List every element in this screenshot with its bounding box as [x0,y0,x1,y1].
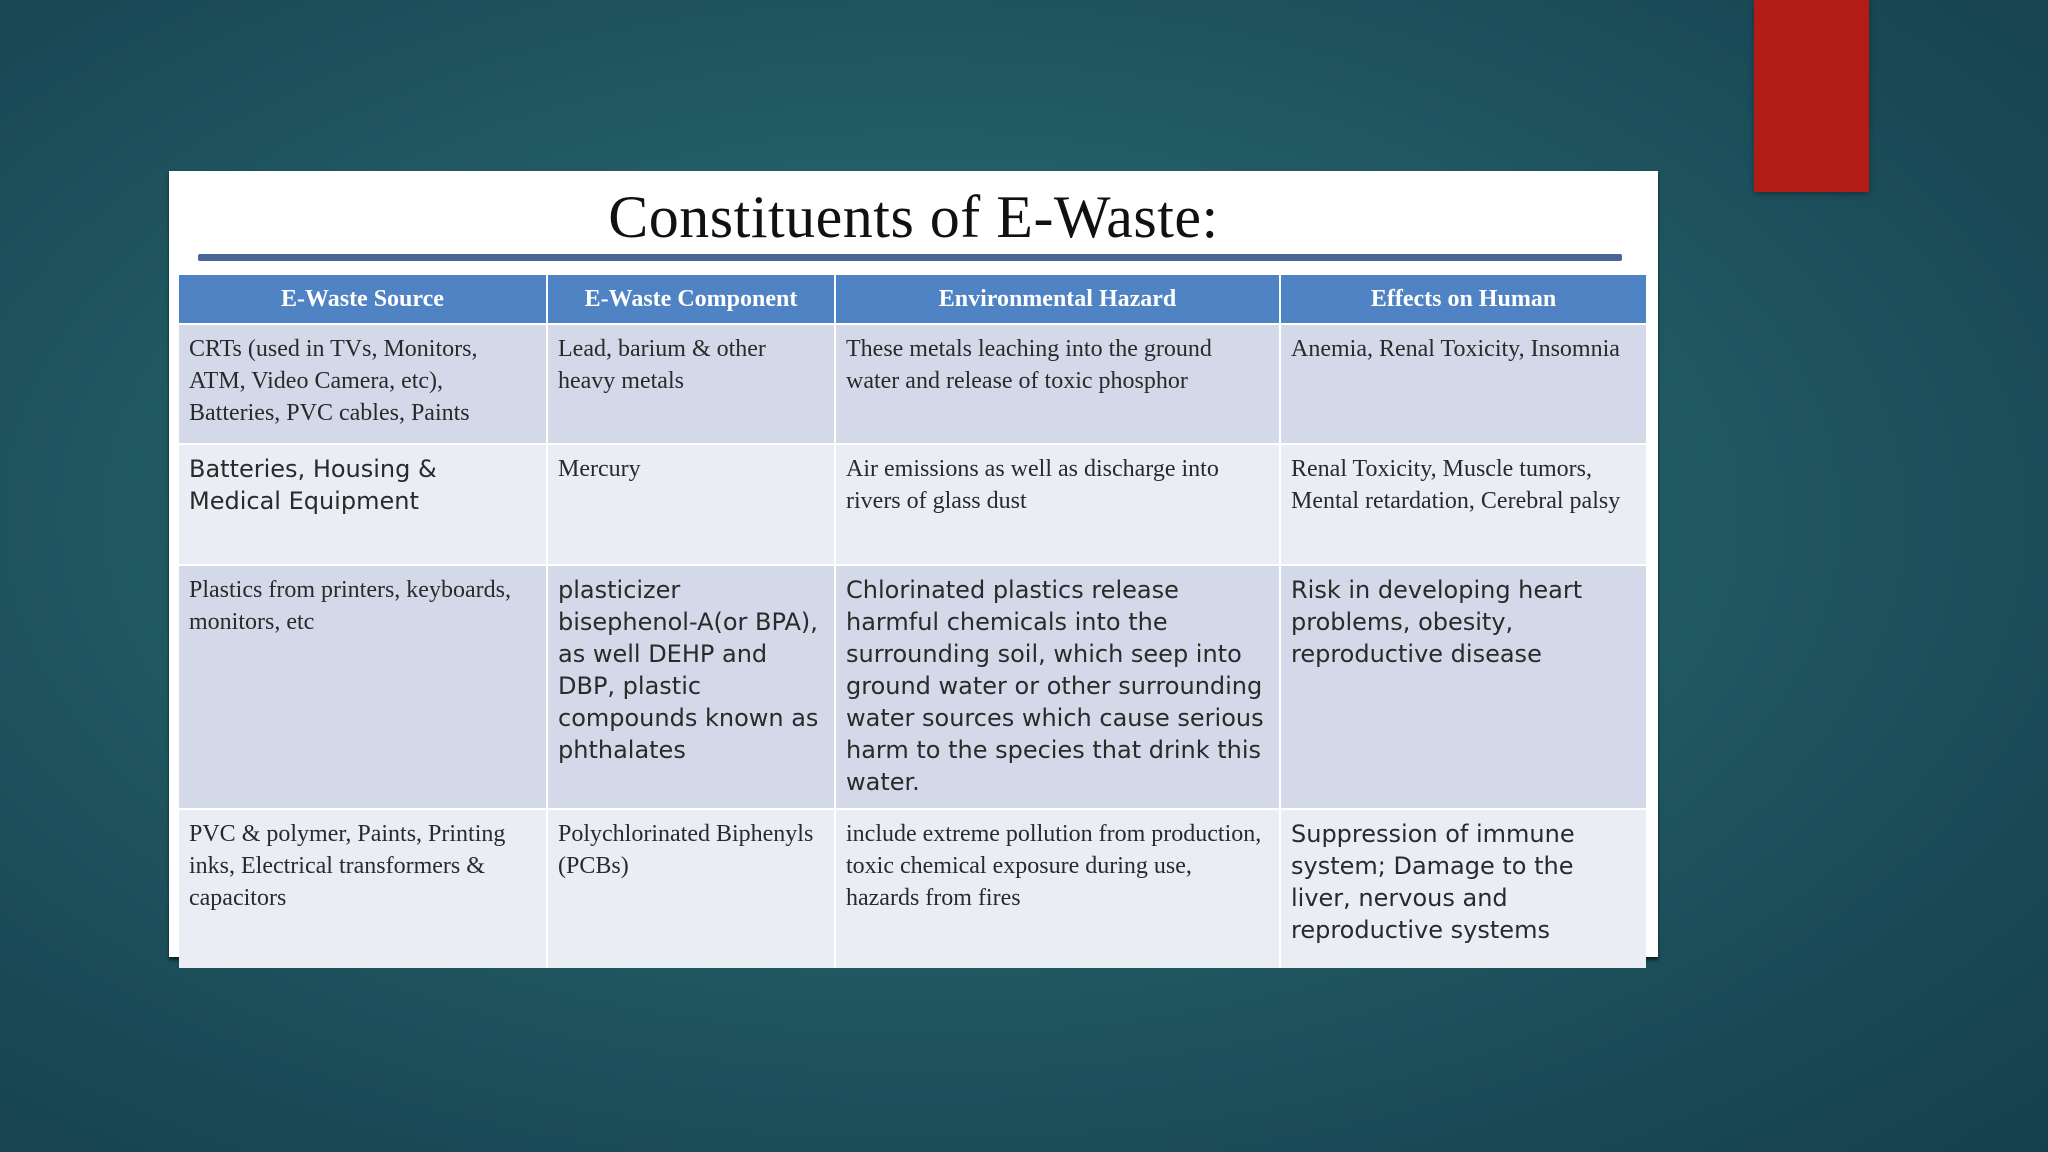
cell-component: Polychlorinated Biphenyls (PCBs) [547,809,835,968]
cell-source: Batteries, Housing & Medical Equipment [179,444,547,565]
cell-component: plasticizer bisephenol-A(or BPA), as well DEHP and DBP, plastic compounds known as phthalates [547,565,835,809]
cell-effects: Renal Toxicity, Muscle tumors, Mental retardation, Cerebral palsy [1280,444,1646,565]
header-effects-on-human: Effects on Human [1280,275,1646,324]
header-e-waste-source: E-Waste Source [179,275,547,324]
cell-effects: Suppression of immune system; Damage to the liver, nervous and reproductive systems [1280,809,1646,968]
cell-hazard: Air emissions as well as discharge into rivers of glass dust [835,444,1280,565]
cell-component: Mercury [547,444,835,565]
table-row [179,565,1646,809]
red-accent-bar [1754,0,1869,192]
cell-effects: Risk in developing heart problems, obesity, reproductive disease [1280,565,1646,809]
table-row [179,324,1646,444]
cell-effects: Anemia, Renal Toxicity, Insomnia [1280,324,1646,444]
slide-title: Constituents of E-Waste: [608,184,1219,250]
header-e-waste-component: E-Waste Component [547,275,835,324]
header-environmental-hazard: Environmental Hazard [835,275,1280,324]
cell-component: Lead, barium & other heavy metals [547,324,835,444]
cell-hazard: These metals leaching into the ground water and release of toxic phosphor [835,324,1280,444]
cell-hazard: include extreme pollution from production, toxic chemical exposure during use, hazards from fires [835,809,1280,968]
table-row [179,809,1646,968]
table-row [179,444,1646,565]
cell-source: CRTs (used in TVs, Monitors, ATM, Video Camera, etc), Batteries, PVC cables, Paints [179,324,547,444]
cell-source: PVC & polymer, Paints, Printing inks, Electrical transformers & capacitors [179,809,547,968]
e-waste-table [179,275,1646,968]
cell-source: Plastics from printers, keyboards, monitors, etc [179,565,547,809]
slide-content-image [169,171,1658,957]
title-underline-rule [198,254,1622,261]
table-header-row [179,275,1646,324]
cell-hazard: Chlorinated plastics release harmful chemicals into the surrounding soil, which seep into ground water or other surrounding water sources which cause serious harm to the species that drink this water. [835,565,1280,809]
